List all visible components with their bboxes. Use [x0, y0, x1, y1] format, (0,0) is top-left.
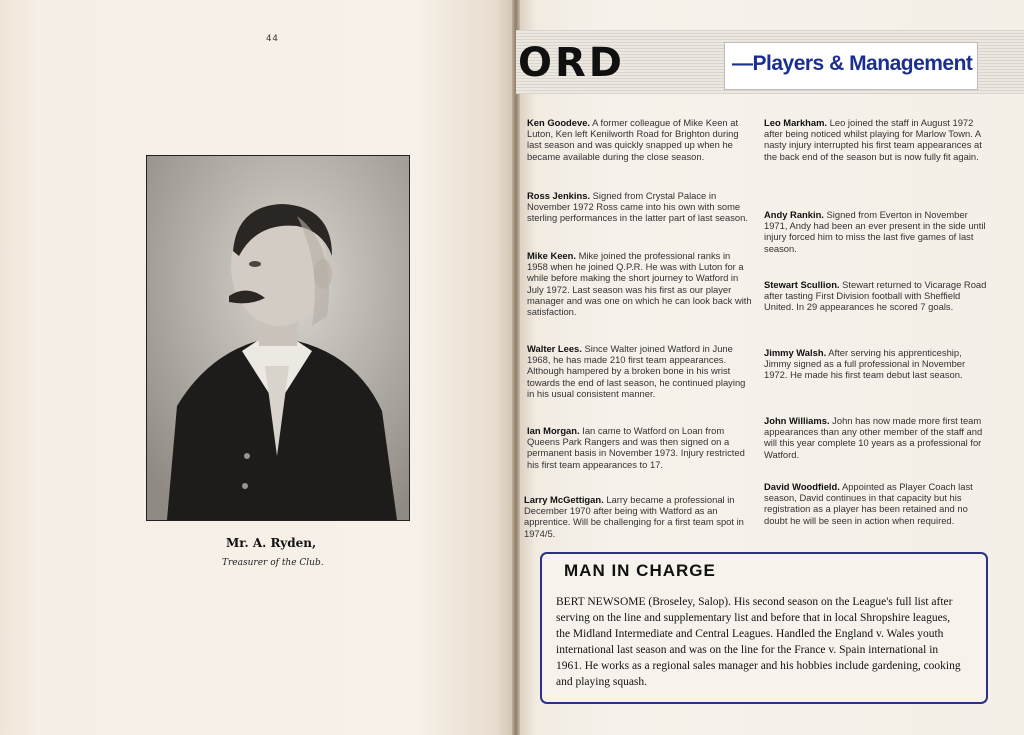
caption-title: Treasurer of the Club.	[222, 558, 324, 568]
player-entry	[764, 481, 990, 526]
header-fragment: ORD	[518, 40, 626, 86]
player-entry	[764, 117, 990, 162]
player-bio: Signed from Everton in November 1971, Andy had been an ever present in the side until injury forced him to miss the last five games of last season.	[764, 209, 986, 254]
player-entry	[764, 415, 990, 460]
player-bio: Appointed as Player Coach last season, David continues in that capacity but his registration as a player has been retained and no doubt he will be seen in action when required.	[764, 481, 973, 526]
player-name: Ken Goodeve.	[527, 117, 591, 128]
player-bio: Since Walter joined Watford in June 1968, he has made 210 first team appearances. Although hampered by a broken bone in his wrist towards the end of last season, he continued playing in his usual consistent manner.	[527, 343, 746, 399]
player-name: John Williams.	[764, 415, 830, 426]
player-entry	[527, 343, 753, 399]
player-entry	[527, 250, 753, 317]
man-in-charge-heading: MAN IN CHARGE	[564, 561, 716, 580]
player-name: Mike Keen.	[527, 250, 576, 261]
player-name: David Woodfield.	[764, 481, 840, 492]
player-entry	[524, 494, 750, 539]
player-name: Jimmy Walsh.	[764, 347, 827, 358]
player-name: Ian Morgan.	[527, 425, 580, 436]
player-bio: A former colleague of Mike Keen at Luton, Ken left Kenilworth Road for Brighton during last season and was quickly snapped up when he became available during the close season.	[527, 117, 739, 162]
player-name: Larry McGettigan.	[524, 494, 604, 505]
player-bio: John has now made more first team appearances than any other member of the staff and will this year complete 10 years as a professional for Watford.	[764, 415, 983, 460]
player-bio: After serving his apprenticeship, Jimmy signed as a full professional in November 1972. He made his first team debut last season.	[764, 347, 966, 381]
player-bio: Signed from Crystal Palace in November 1972 Ross came into his own with some sterling performances in the latter part of last season.	[527, 190, 748, 224]
player-name: Ross Jenkins.	[527, 190, 591, 201]
player-name: Walter Lees.	[527, 343, 582, 354]
player-entry	[527, 425, 753, 470]
player-name: Leo Markham.	[764, 117, 828, 128]
player-entry	[764, 347, 990, 381]
player-bio: Leo joined the staff in August 1972 after being noticed whilst playing for Marlow Town. A nasty injury interrupted his first team appearances at the back end of the season but is now fully fit again.	[764, 117, 982, 162]
portrait-illustration	[147, 156, 409, 520]
player-entry	[764, 279, 990, 313]
page-number: 44	[266, 34, 279, 44]
portrait-photo	[146, 155, 410, 521]
header-title: —Players & Management	[732, 52, 973, 75]
player-bio: Stewart returned to Vicarage Road after tasting First Division football with Sheffield United. In 29 appearances he scored 7 goals.	[764, 279, 987, 313]
caption-name: Mr. A. Ryden,	[226, 536, 317, 550]
player-name: Andy Rankin.	[764, 209, 824, 220]
player-bio: Mike joined the professional ranks in 1958 when he joined Q.P.R. He was with Luton for a while before making the short journey to Watford in July 1972. Last season was his first as our player manager and was one on which he can look back with satisfaction.	[527, 250, 752, 318]
book-gutter	[512, 0, 520, 735]
player-bio: Larry became a professional in December 1970 after being with Watford as an apprentice. Will be challenging for a first team spot in 1974/5.	[524, 494, 744, 539]
player-bio: Ian came to Watford on Loan from Queens Park Rangers and was then signed on a permanent basis in November 1973. Injury restricted his first team appearances to 17.	[527, 425, 745, 470]
man-in-charge-text: BERT NEWSOME (Broseley, Salop). His second season on the League's full list after serving on the line and supplementary list and before that in local Shropshire leagues, the Midland Intermediate and Central Leagues. Handled the England v. Wales youth international last season and was on the line for the France v. Spain international in 1961. He works as a regional sales manager and his hobbies include gardening, cooking and playing squash.	[556, 596, 961, 688]
player-entry	[527, 190, 753, 224]
player-entry	[764, 209, 990, 254]
player-name: Stewart Scullion.	[764, 279, 840, 290]
player-entry	[527, 117, 753, 162]
